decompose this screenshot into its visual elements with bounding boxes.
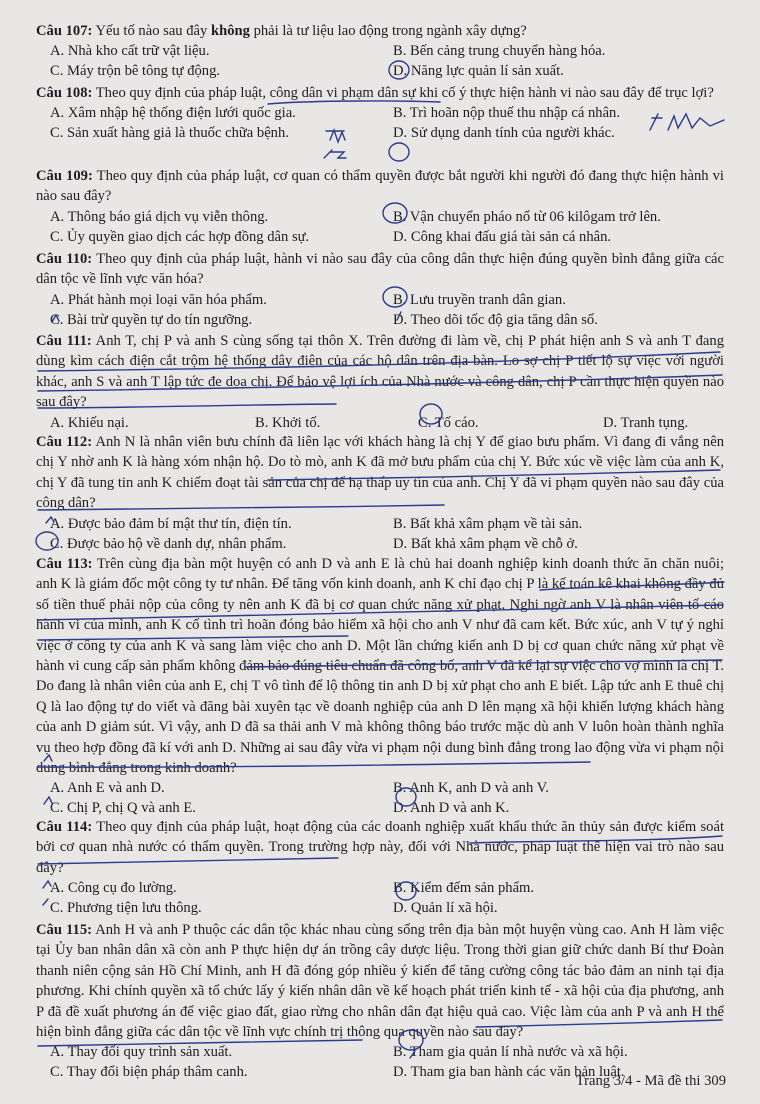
option-b[interactable]: B. Anh K, anh D và anh V.	[393, 780, 549, 797]
stem-text: Anh N là nhân viên bưu chính đã liên lạc với khách hàng là chị Y để giao bưu phẩm. Vì đang đi vắng nên chị Y nhờ anh K là hàng xóm nhận hộ. Do tò mò, anh K đã mở bưu phẩm của chị Y. Bức xúc về việc làm của anh K, chị Y đã tung tin anh K chiếm đoạt tài sản của chị để hạ thấp uy tín của anh. Chị Y đã vi phạm quyền nào sau đây của công dân?	[36, 434, 725, 512]
option-d[interactable]: D. Tranh tụng.	[603, 414, 689, 431]
page-footer: Trang 3/4 - Mã đề thi 309	[575, 1073, 726, 1089]
option-c[interactable]: C. Thay đổi biện pháp thâm canh.	[50, 1064, 248, 1081]
option-a[interactable]: A. Thông báo giá dịch vụ viễn thông.	[50, 208, 269, 225]
stem-text: Theo quy định của pháp luật, hành vi nào sau đây của công dân thực hiện đúng quyền bình đẳng giữa các dân tộc về lĩnh vực văn hóa?	[36, 251, 724, 288]
option-c[interactable]: C. Tố cáo.	[418, 414, 479, 431]
stem-text: Trên cùng địa bàn một huyện có anh D và anh E là chủ hai doanh nghiệp kinh doanh thức ăn chăn nuôi; anh K là giám đốc một công ty tư nhân. Để tăng vốn kinh doanh, anh K chỉ đạo chị P là kế toán kê khai không đầy đủ số tiền thuế phải nộp của công ty nên anh K đã bị cơ quan chức năng xử phạt. Nghi ngờ anh V là nhân viên tố cáo hành vi của mình, anh K cố tình trì hoãn đóng bảo hiểm xã hội cho anh V như đã cam kết. Bức xúc, anh V tự ý nghỉ việc ở công ty của anh K và sang làm việc cho anh D. Một lần chứng kiến anh D bị cơ quan chức năng xử phạt về hành vi cung cấp sản phẩm không đảm bảo đúng tiêu chuẩn đã công bố, anh V đã kể lại sự việc cho vợ mình là chị T. Do đang là nhân viên của anh E, chị T vô tình để lộ thông tin anh D bị xử phạt cho anh E biết. Lập tức anh E thuê chị Q là lao động tự do viết và đăng bài xuyên tạc về doanh nghiệp của anh D lên mạng xã hội khiến lượng khách hàng của anh D giảm sút. Vì vậy, anh D đã sa thải anh V mà không thông báo trước mặc dù anh V luôn hoàn thành nghĩa vụ theo hợp đồng đã kí với anh D. Những ai sau đây vừa vi phạm nội dung bình đẳng trong lao động vừa vi phạm nội dung bình đẳng trong kinh doanh?	[36, 556, 725, 777]
question-stem	[36, 432, 724, 514]
answer-circle	[389, 143, 409, 161]
stem-text: Theo quy định của pháp luật, cơ quan có thẩm quyền được bắt người khi người đó đang thực hiện hành vi nào sau đây?	[36, 168, 724, 205]
question-113	[36, 554, 724, 818]
question-112	[36, 432, 724, 554]
question-number: Câu 112:	[36, 434, 93, 450]
option-c[interactable]: C. Chị P, chị Q và anh E.	[50, 800, 196, 817]
question-number: Câu 111:	[36, 333, 92, 349]
stem-text: Theo quy định của pháp luật, hoạt động của các doanh nghiệp xuất khẩu thức ăn thủy sản được kiểm soát bởi cơ quan nhà nước có thẩm quyền. Trong trường hợp này, đối với Nhà nước, pháp luật thể hiện vai trò nào sau đây?	[36, 819, 725, 876]
question-number: Câu 115:	[36, 922, 92, 938]
option-c[interactable]: C. Bài trừ quyền tự do tín ngưỡng.	[50, 311, 253, 328]
option-c[interactable]: C. Ủy quyền giao dịch các hợp đồng dân sự.	[50, 228, 310, 245]
question-109	[36, 166, 724, 247]
option-d[interactable]: D. Công khai đấu giá tài sản cá nhân.	[393, 228, 612, 245]
option-a[interactable]: A. Anh E và anh D.	[50, 780, 165, 797]
option-a[interactable]: A. Công cụ đo lường.	[50, 880, 177, 897]
option-b[interactable]: B. Vận chuyển pháo nổ từ 06 kilôgam trở lên.	[393, 208, 661, 225]
question-number: Câu 108:	[36, 85, 93, 101]
stem-text: Anh H và anh P thuộc các dân tộc khác nhau cùng sống trên địa bàn một huyện vùng cao. Anh H làm việc tại Ủy ban nhân dân xã còn anh P thực hiện dự án trồng cây dược liệu. Trong thời gian giữ chức danh Bí thư Đoàn thanh niên cộng sản Hồ Chí Minh, anh H đã đóng góp nhiều ý kiến để tăng cường công tác bảo đảm an ninh tại địa phương. Khi chính quyền xã tổ chức lấy ý kiến nhân dân về kế hoạch phát triển kinh tế - xã hội của địa phương, anh P đã đề xuất phương án để việc giao đất, giao rừng cho nhân dân đạt hiệu quả cao. Việc làm của anh P và anh H thể hiện bình đẳng giữa các dân tộc về lĩnh vực chính trị thông qua quyền nào sau đây?	[36, 922, 725, 1041]
scribble	[324, 150, 346, 158]
question-number: Câu 109:	[36, 168, 93, 184]
question-stem	[36, 920, 724, 1042]
option-b[interactable]: B. Khởi tố.	[255, 414, 321, 431]
option-d[interactable]: D. Năng lực quản lí sản xuất.	[393, 63, 564, 80]
option-d[interactable]: D. Anh D và anh K.	[393, 800, 510, 817]
option-d[interactable]: D. Sử dụng danh tính của người khác.	[393, 125, 615, 142]
option-d[interactable]: D. Theo dõi tốc độ gia tăng dân số.	[393, 311, 598, 328]
question-number: Câu 107:	[36, 23, 93, 39]
option-b[interactable]: B. Kiểm đếm sản phẩm.	[393, 880, 535, 897]
question-number: Câu 114:	[36, 819, 93, 835]
option-d[interactable]: D. Bất khả xâm phạm về chỗ ở.	[393, 535, 578, 552]
question-stem	[36, 331, 724, 413]
question-number: Câu 110:	[36, 251, 93, 267]
option-a[interactable]: A. Khiếu nại.	[50, 414, 129, 431]
option-a[interactable]: A. Được bảo đảm bí mật thư tín, điện tín.	[50, 515, 292, 532]
stem-text: phải là tư liệu lao động trong ngành xây dựng?	[249, 23, 527, 39]
stem-text: Anh T, chị P và anh S cùng sống tại thôn X. Trên đường đi làm về, chị P phát hiện anh S và anh T đang dùng kìm cách điện cắt trộm hệ thống dây điện của các hộ dân trên địa bàn. Lo sợ chị P tiết lộ sự việc với người khác, anh S và anh T lập tức đe dọa chị. Để bảo vệ lợi ích của Nhà nước và công dân, chị P cần thực hiện quyền nào sau đây?	[36, 333, 725, 411]
option-a[interactable]: A. Thay đổi quy trình sản xuất.	[50, 1044, 233, 1061]
question-stem	[36, 249, 724, 290]
stem-text: Theo quy định của pháp luật, công dân vi phạm dân sự khi cố ý thực hiện hành vi nào sau đây để trục lợi?	[95, 85, 714, 101]
option-b[interactable]: B. Bất khả xâm phạm về tài sản.	[393, 515, 583, 532]
option-b[interactable]: B. Lưu truyền tranh dân gian.	[393, 291, 566, 308]
question-stem	[36, 21, 724, 41]
question-114	[36, 817, 724, 918]
question-number: Câu 113:	[36, 556, 93, 572]
stem-emphasis: không	[210, 23, 250, 39]
option-c[interactable]: C. Máy trộn bê tông tự động.	[50, 63, 221, 80]
question-stem	[36, 817, 724, 878]
question-110	[36, 249, 724, 330]
option-a[interactable]: A. Phát hành mọi loại văn hóa phẩm.	[50, 291, 267, 308]
question-111	[36, 331, 724, 433]
option-c[interactable]: C. Phương tiện lưu thông.	[50, 900, 202, 917]
option-c[interactable]: C. Sản xuất hàng giả là thuốc chữa bệnh.	[50, 125, 289, 142]
option-b[interactable]: B. Trì hoãn nộp thuế thu nhập cá nhân.	[393, 105, 620, 122]
stem-text: Yếu tố nào sau đây	[95, 23, 211, 39]
question-stem	[36, 554, 724, 778]
option-b[interactable]: B. Tham gia quản lí nhà nước và xã hội.	[393, 1044, 628, 1061]
option-c[interactable]: C. Được bảo hộ về danh dự, nhân phẩm.	[50, 535, 287, 552]
question-115	[36, 920, 724, 1082]
option-a[interactable]: A. Xâm nhập hệ thống điện lưới quốc gia.	[50, 105, 296, 122]
option-a[interactable]: A. Nhà kho cất trữ vật liệu.	[50, 43, 210, 60]
question-stem	[36, 83, 724, 103]
option-b[interactable]: B. Bến cảng trung chuyển hàng hóa.	[393, 43, 606, 60]
question-107	[36, 21, 724, 81]
question-stem	[36, 166, 724, 207]
question-108	[36, 83, 724, 143]
option-d[interactable]: D. Quản lí xã hội.	[393, 900, 498, 917]
option-d[interactable]: D. Tham gia ban hành các văn bản luật.	[393, 1064, 625, 1081]
